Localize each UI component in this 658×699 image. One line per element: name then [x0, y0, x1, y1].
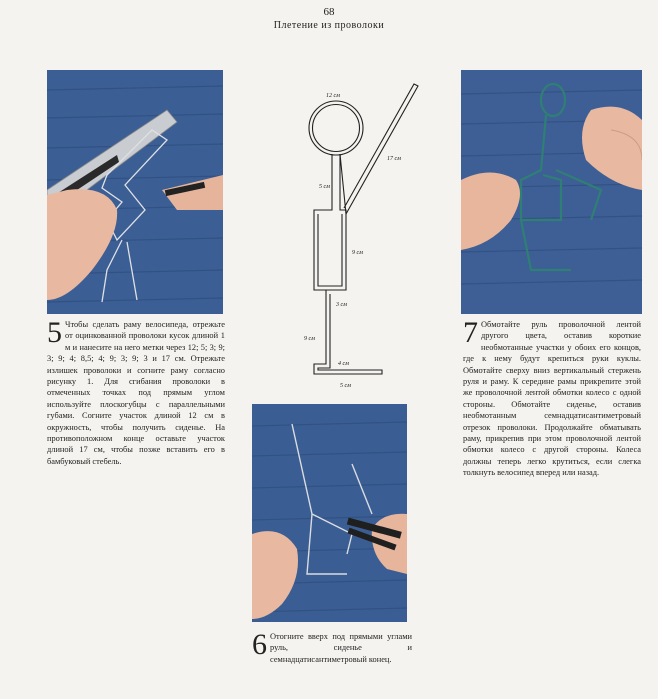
step-5-number: 5 — [47, 316, 62, 349]
diagram-label-frame-bottom: 3 см — [336, 302, 347, 308]
frame-diagram — [292, 82, 442, 402]
step-5-text: Чтобы сделать раму велосипеда, отрежьте от оцинкованной проволоки кусок длиной 1 м и нанесите на него метки через 12; 5; 3; 9; 3; 9; 4; 8,5; 4; 9; 3; 9; 3 и 17 см. Отрежьте излишек проволоки и согните раму согласно рисунку 1. Для сгибания проволоки в отмеченных точках под прямым углом используйте плоскогубцы с параллельными губами. Согните участок длиной 12 см в окружность, чтобы получить сиденье. На противоположном конце оставьте участок длиной 17 см, чтобы позже вставить его в бамбуковый стебель. — [47, 320, 225, 466]
step-7-photo — [461, 70, 642, 314]
diagram-label-stem: 9 см — [304, 336, 315, 342]
step-6-text: Отогните вверх под прямыми углами руль, сиденье и семнадцатисантиметровый конец. — [270, 632, 412, 664]
step-7 — [463, 316, 641, 479]
diagram-label-diagonal: 17 см — [387, 156, 401, 162]
diagram-label-neck: 5 см — [319, 184, 330, 190]
diagram-label-foot-side: 4 см — [338, 361, 349, 367]
step-7-number: 7 — [463, 316, 478, 349]
step-5 — [47, 316, 225, 467]
step-6-number: 6 — [252, 628, 267, 661]
diagram-label-frame-side: 9 см — [352, 250, 363, 256]
page-number: 68 — [323, 6, 335, 18]
step-5-photo — [47, 70, 223, 314]
step-7-text: Обмотайте руль проволочной лентой другого цвета, оставив короткие необмотанные участки у обоих его концов, где к нему будут крепиться руки куклы. Обмотайте сверху вниз вертикальный стержень руля и раму. К середине рамы прикрепите этой же проволочной лентой обмотки колесо с одной стороны. Обмотайте сиденье, оставив необмотанным семнадцатисантиметровый отрезок проволоки. Продолжайте обматывать раму, прикрепив при этом проволочной лентой обмотки колесо с другой стороны. Колеса должны теперь легко крутиться, если слегка толкнуть велосипед вперед или назад. — [463, 320, 641, 478]
diagram-label-circle: 12 см — [326, 93, 340, 99]
page-title: Плетение из проволоки — [273, 20, 385, 31]
step-6-photo — [252, 404, 407, 622]
diagram-label-foot-bottom: 5 см — [340, 383, 351, 389]
step-6 — [252, 628, 412, 665]
